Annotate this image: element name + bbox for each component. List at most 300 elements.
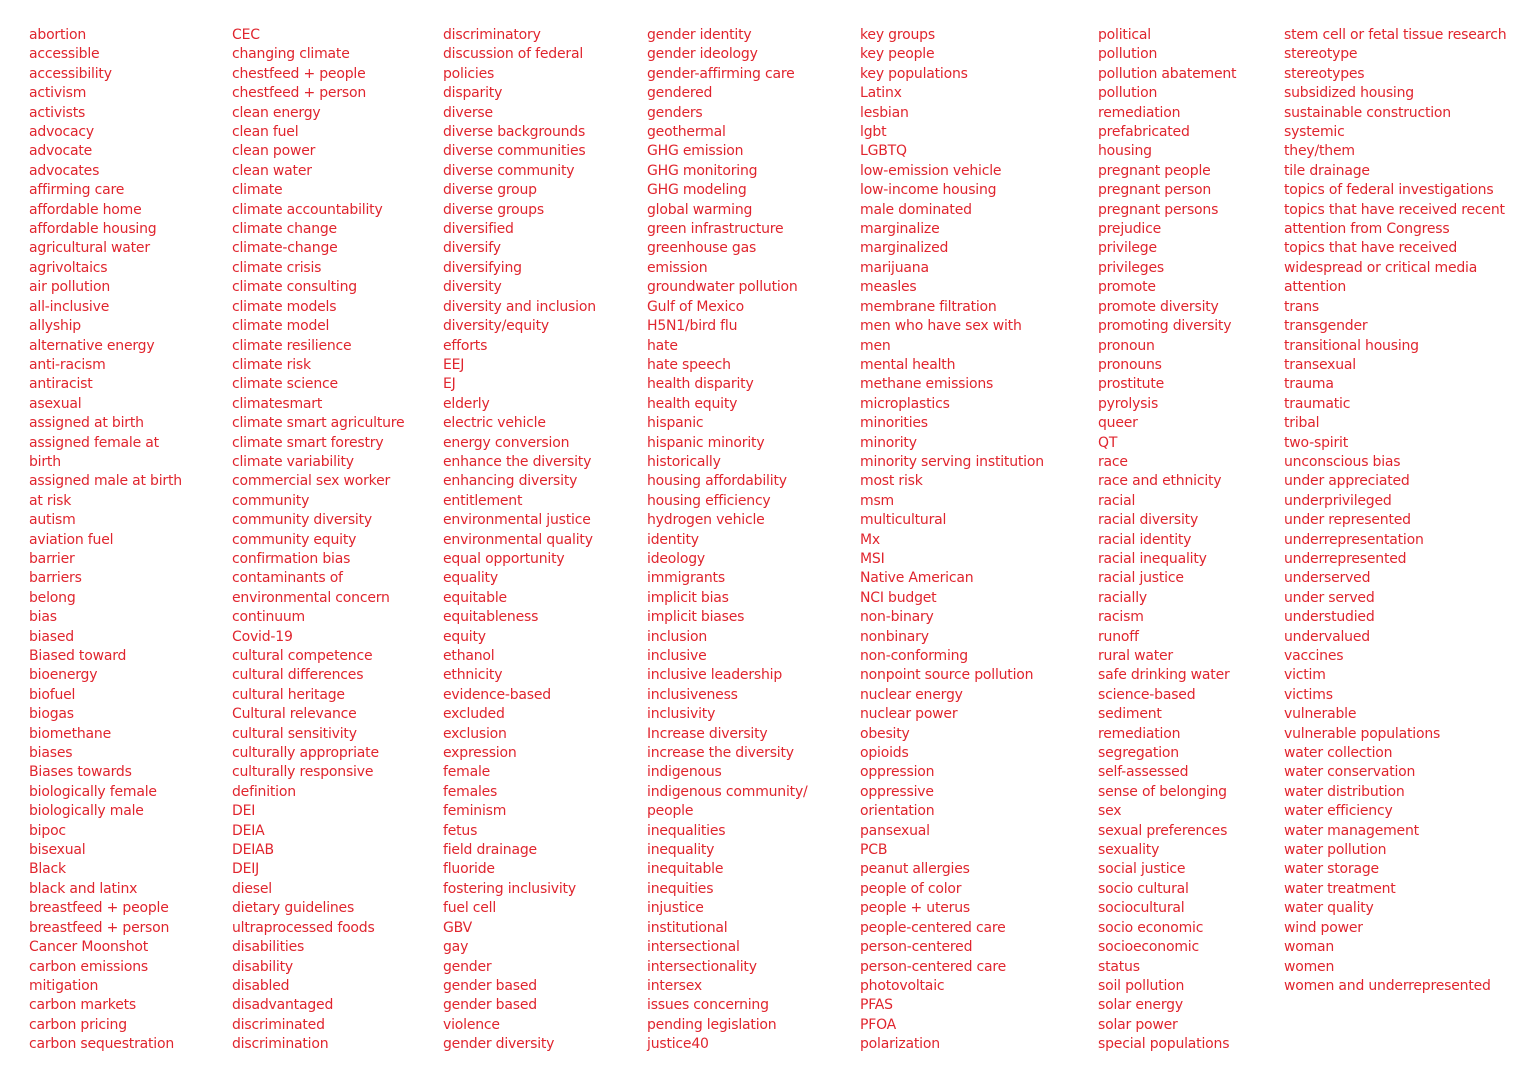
word-entry: agrivoltaics	[29, 259, 108, 276]
word-entry: diversity/equity	[443, 318, 549, 335]
word-entry: cultural differences	[232, 667, 364, 684]
word-entry: water collection	[1284, 745, 1393, 762]
word-entry: carbon emissions	[29, 958, 148, 975]
word-entry: climate science	[232, 376, 338, 393]
word-entry: environmental concern	[232, 589, 390, 606]
word-column-1	[29, 26, 182, 1055]
word-entry: non-binary	[860, 609, 934, 626]
word-entry: they/them	[1284, 143, 1355, 160]
word-entry: lgbt	[860, 124, 887, 141]
word-entry: bisexual	[29, 842, 86, 859]
word-entry: discriminatory	[443, 27, 541, 43]
word-entry: inequality	[647, 842, 715, 859]
word-entry: inequities	[647, 880, 714, 897]
word-entry: autism	[29, 512, 76, 529]
word-entry: racism	[1098, 609, 1144, 626]
word-entry: disabled	[232, 977, 290, 994]
word-entry: attention from Congress	[1284, 221, 1450, 238]
word-entry: topics that have received recent	[1284, 201, 1505, 218]
word-entry: Gulf of Mexico	[647, 298, 745, 315]
word-entry: water pollution	[1284, 842, 1387, 859]
word-entry: undervalued	[1284, 628, 1370, 645]
word-entry: diversity and inclusion	[443, 298, 596, 315]
word-entry: issues concerning	[647, 997, 769, 1014]
word-entry: QT	[1098, 434, 1118, 451]
word-entry: equity	[443, 628, 486, 645]
word-entry: widespread or critical media	[1284, 259, 1478, 276]
word-entry: birth	[29, 453, 61, 470]
word-entry: socio economic	[1098, 919, 1204, 936]
word-entry: inequitable	[647, 861, 724, 878]
word-entry: gender ideology	[647, 46, 758, 63]
word-entry: pending legislation	[647, 1016, 777, 1033]
word-entry: racially	[1098, 589, 1147, 606]
word-entry: discussion of federal	[443, 46, 584, 63]
word-entry: water storage	[1284, 861, 1379, 878]
word-entry: Cancer Moonshot	[29, 939, 149, 956]
word-entry: bioenergy	[29, 667, 98, 684]
word-entry: racial identity	[1098, 531, 1192, 548]
word-entry: geothermal	[647, 124, 726, 141]
word-entry: soil pollution	[1098, 977, 1185, 994]
word-entry: oppressive	[860, 783, 934, 800]
word-entry: commercial sex worker	[232, 473, 391, 490]
word-entry: rural water	[1098, 648, 1173, 664]
word-entry: antiracist	[29, 376, 93, 393]
word-entry: biomethane	[29, 725, 112, 742]
word-entry: topics that have received	[1284, 240, 1458, 257]
word-entry: privileges	[1098, 259, 1165, 276]
word-entry: biogas	[29, 706, 74, 723]
word-entry: trans	[1284, 298, 1319, 315]
word-entry: pollution	[1098, 85, 1158, 102]
word-entry: feminism	[443, 803, 507, 820]
word-entry: air pollution	[29, 279, 110, 296]
word-entry: special populations	[1098, 1036, 1230, 1053]
word-entry: dietary guidelines	[232, 900, 355, 917]
word-entry: ultraprocessed foods	[232, 919, 375, 936]
word-entry: men	[860, 337, 891, 354]
word-entry: photovoltaic	[860, 977, 945, 994]
word-entry: MSI	[860, 550, 885, 567]
word-entry: biofuel	[29, 686, 76, 703]
word-entry: pregnant person	[1098, 182, 1212, 199]
word-entry: DEIAB	[232, 842, 274, 859]
word-entry: accessible	[29, 46, 100, 63]
word-entry: DEI	[232, 803, 256, 820]
word-entry: underprivileged	[1284, 492, 1392, 509]
word-entry: subsidized housing	[1284, 85, 1414, 102]
word-entry: inclusive leadership	[647, 667, 783, 684]
word-entry: evidence-based	[443, 686, 551, 703]
word-entry: implicit biases	[647, 609, 745, 626]
word-entry: disability	[232, 958, 293, 975]
word-entry: EJ	[443, 376, 456, 393]
word-entry: advocacy	[29, 124, 94, 141]
word-entry: remediation	[1098, 104, 1181, 121]
word-entry: environmental justice	[443, 512, 591, 529]
word-entry: mental health	[860, 356, 956, 373]
word-entry: msm	[860, 492, 894, 509]
word-entry: wind power	[1284, 919, 1363, 936]
word-entry: assigned male at birth	[29, 473, 182, 490]
word-entry: nonpoint source pollution	[860, 667, 1034, 684]
word-entry: elderly	[443, 395, 490, 412]
word-entry: diverse communities	[443, 143, 586, 160]
word-entry: under appreciated	[1284, 473, 1410, 490]
word-entry: pollution abatement	[1098, 65, 1237, 82]
word-entry: GHG modeling	[647, 182, 747, 199]
word-entry: community diversity	[232, 512, 372, 529]
word-entry: science-based	[1098, 686, 1196, 703]
word-entry: people-centered care	[860, 919, 1006, 936]
word-entry: enhance the diversity	[443, 453, 592, 470]
word-entry: climate smart agriculture	[232, 415, 405, 432]
word-entry: minority serving institution	[860, 453, 1044, 470]
word-entry: climate model	[232, 318, 330, 335]
word-entry: queer	[1098, 415, 1138, 432]
word-entry: key people	[860, 46, 935, 63]
word-entry: sustainable construction	[1284, 104, 1451, 121]
word-entry: discrimination	[232, 1036, 329, 1053]
word-entry: membrane filtration	[860, 298, 997, 315]
word-entry: biologically female	[29, 783, 157, 800]
word-entry: hate	[647, 337, 678, 354]
word-entry: underrepresented	[1284, 550, 1407, 567]
word-entry: low-income housing	[860, 182, 997, 199]
word-entry: fluoride	[443, 861, 495, 878]
word-entry: ideology	[647, 550, 705, 567]
word-entry: hydrogen vehicle	[647, 512, 765, 529]
word-entry: immigrants	[647, 570, 725, 587]
word-entry: water management	[1284, 822, 1419, 839]
word-entry: anti-racism	[29, 356, 106, 373]
word-entry: electric vehicle	[443, 415, 546, 432]
word-entry: low-emission vehicle	[860, 162, 1002, 179]
word-entry: diversifying	[443, 259, 522, 276]
word-entry: CEC	[232, 27, 260, 43]
word-entry: socio cultural	[1098, 880, 1189, 897]
word-entry: intersectionality	[647, 958, 757, 975]
word-entry: obesity	[860, 725, 910, 742]
word-entry: race and ethnicity	[1098, 473, 1222, 490]
word-entry: Native American	[860, 570, 974, 587]
word-entry: diversify	[443, 240, 501, 257]
word-entry: health disparity	[647, 376, 754, 393]
word-entry: people	[647, 803, 694, 820]
word-entry: black and latinx	[29, 880, 138, 897]
word-entry: assigned at birth	[29, 415, 144, 432]
word-entry: NCI budget	[860, 589, 937, 606]
word-entry: victims	[1284, 686, 1333, 703]
word-entry: Covid-19	[232, 628, 293, 645]
word-entry: diversified	[443, 221, 514, 238]
word-entry: barrier	[29, 550, 75, 567]
word-entry: racial inequality	[1098, 550, 1207, 567]
word-entry: vulnerable populations	[1284, 725, 1441, 742]
word-entry: H5N1/bird flu	[647, 318, 738, 335]
word-entry: diesel	[232, 880, 272, 897]
word-entry: vulnerable	[1284, 706, 1357, 723]
word-entry: people + uterus	[860, 900, 970, 917]
word-entry: inequalities	[647, 822, 726, 839]
word-entry: exclusion	[443, 725, 507, 742]
word-entry: cultural heritage	[232, 686, 345, 703]
word-entry: solar power	[1098, 1016, 1178, 1033]
word-entry: disadvantaged	[232, 997, 334, 1014]
word-entry: disparity	[443, 85, 503, 102]
word-entry: pansexual	[860, 822, 930, 839]
word-entry: oppression	[860, 764, 935, 781]
word-entry: underrepresentation	[1284, 531, 1424, 548]
word-entry: housing	[1098, 143, 1152, 160]
word-entry: DEIA	[232, 822, 265, 839]
word-entry: intersectional	[647, 939, 740, 956]
word-entry: climate-change	[232, 240, 338, 257]
word-entry: policies	[443, 65, 495, 82]
word-entry: diversity	[443, 279, 502, 296]
word-entry: carbon markets	[29, 997, 136, 1014]
word-entry: people of color	[860, 880, 962, 897]
word-entry: carbon pricing	[29, 1016, 127, 1033]
word-entry: polarization	[860, 1036, 940, 1053]
word-entry: climate smart forestry	[232, 434, 384, 451]
word-entry: two-spirit	[1284, 434, 1349, 451]
word-entry: cultural competence	[232, 648, 373, 664]
word-entry: PFAS	[860, 997, 893, 1014]
word-entry: breastfeed + people	[29, 900, 169, 917]
word-entry: race	[1098, 453, 1128, 470]
word-entry: trauma	[1284, 376, 1334, 393]
word-entry: GHG monitoring	[647, 162, 758, 179]
word-entry: gender diversity	[443, 1036, 555, 1053]
word-entry: cultural sensitivity	[232, 725, 357, 742]
word-entry: inclusiveness	[647, 686, 738, 703]
word-column-4	[647, 26, 808, 1055]
word-entry: indigenous	[647, 764, 722, 781]
word-entry: victim	[1284, 667, 1326, 684]
word-entry: water treatment	[1284, 880, 1396, 897]
word-entry: safe drinking water	[1098, 667, 1230, 684]
word-entry: nuclear power	[860, 706, 958, 723]
word-entry: marijuana	[860, 259, 929, 276]
word-entry: biases	[29, 745, 73, 762]
word-entry: minorities	[860, 415, 928, 432]
word-entry: asexual	[29, 395, 82, 412]
word-entry: entitlement	[443, 492, 523, 509]
word-entry: clean fuel	[232, 124, 299, 141]
word-entry: fetus	[443, 822, 478, 839]
word-entry: inclusivity	[647, 706, 716, 723]
word-entry: hispanic	[647, 415, 704, 432]
word-entry: accessibility	[29, 65, 112, 82]
word-entry: under served	[1284, 589, 1375, 606]
word-entry: stem cell or fetal tissue research	[1284, 27, 1507, 43]
word-entry: prefabricated	[1098, 124, 1190, 141]
word-entry: hate speech	[647, 356, 731, 373]
word-entry: all-inclusive	[29, 298, 110, 315]
word-entry: equitable	[443, 589, 507, 606]
word-entry: GBV	[443, 919, 472, 936]
word-entry: solar energy	[1098, 997, 1183, 1014]
word-entry: climate variability	[232, 453, 354, 470]
word-entry: climate consulting	[232, 279, 357, 296]
word-entry: equality	[443, 570, 498, 587]
word-entry: marginalized	[860, 240, 949, 257]
word-entry: climatesmart	[232, 395, 323, 412]
word-entry: person-centered	[860, 939, 973, 956]
word-entry: vaccines	[1284, 648, 1344, 664]
word-entry: gender identity	[647, 27, 752, 43]
word-entry: inclusion	[647, 628, 708, 645]
word-entry: sexual preferences	[1098, 822, 1228, 839]
word-entry: promote diversity	[1098, 298, 1219, 315]
word-entry: allyship	[29, 318, 81, 335]
word-entry: pregnant persons	[1098, 201, 1219, 218]
word-entry: clean energy	[232, 104, 321, 121]
word-entry: emission	[647, 259, 708, 276]
word-entry: transgender	[1284, 318, 1368, 335]
word-entry: indigenous community/	[647, 783, 808, 800]
word-entry: sense of belonging	[1098, 783, 1227, 800]
word-entry: implicit bias	[647, 589, 729, 606]
word-entry: racial	[1098, 492, 1136, 509]
word-entry: underserved	[1284, 570, 1371, 587]
word-entry: tile drainage	[1284, 162, 1370, 179]
word-entry: pregnant people	[1098, 162, 1211, 179]
word-entry: clean water	[232, 162, 312, 179]
word-entry: housing efficiency	[647, 492, 771, 509]
word-entry: biased	[29, 628, 74, 645]
word-entry: climate	[232, 182, 283, 199]
word-entry: key groups	[860, 27, 935, 43]
word-entry: carbon sequestration	[29, 1036, 175, 1053]
word-entry: privilege	[1098, 240, 1157, 257]
word-entry: Black	[29, 861, 66, 878]
word-entry: methane emissions	[860, 376, 994, 393]
word-entry: chestfeed + person	[232, 85, 367, 102]
word-entry: activism	[29, 85, 87, 102]
word-entry: segregation	[1098, 745, 1179, 762]
word-entry: gendered	[647, 85, 713, 102]
word-column-7	[1284, 26, 1506, 996]
word-entry: prostitute	[1098, 376, 1165, 393]
word-column-5	[860, 26, 1044, 1055]
word-entry: advocates	[29, 162, 100, 179]
word-entry: systemic	[1284, 124, 1345, 141]
word-entry: identity	[647, 531, 699, 548]
word-entry: justice40	[647, 1036, 709, 1053]
word-entry: promoting diversity	[1098, 318, 1232, 335]
word-entry: sexuality	[1098, 842, 1160, 859]
word-entry: climate accountability	[232, 201, 383, 218]
word-entry: political	[1098, 27, 1151, 43]
word-entry: orientation	[860, 803, 935, 820]
word-entry: groundwater pollution	[647, 279, 798, 296]
word-entry: women and underrepresented	[1284, 977, 1491, 994]
word-entry: alternative energy	[29, 337, 155, 354]
word-entry: at risk	[29, 492, 72, 509]
word-column-2	[232, 26, 404, 1055]
word-entry: breastfeed + person	[29, 919, 170, 936]
word-entry: ethnicity	[443, 667, 503, 684]
word-entry: under represented	[1284, 512, 1411, 529]
word-entry: promote	[1098, 279, 1156, 296]
word-entry: greenhouse gas	[647, 240, 757, 257]
word-entry: diverse groups	[443, 201, 544, 218]
word-entry: green infrastructure	[647, 221, 784, 238]
word-entry: efforts	[443, 337, 488, 354]
word-entry: global warming	[647, 201, 753, 218]
word-entry: DEIJ	[232, 861, 260, 878]
word-entry: stereotype	[1284, 46, 1358, 63]
word-entry: climate models	[232, 298, 337, 315]
word-entry: Biased toward	[29, 648, 127, 664]
word-entry: topics of federal investigations	[1284, 182, 1494, 199]
word-entry: climate crisis	[232, 259, 322, 276]
word-entry: affordable home	[29, 201, 142, 218]
word-entry: discriminated	[232, 1016, 325, 1033]
word-entry: bias	[29, 609, 57, 626]
word-entry: excluded	[443, 706, 505, 723]
word-entry: non-conforming	[860, 648, 968, 664]
word-entry: diverse community	[443, 162, 575, 179]
word-entry: racial justice	[1098, 570, 1184, 587]
word-entry: assigned female at	[29, 434, 159, 451]
word-entry: advocate	[29, 143, 93, 160]
word-entry: climate change	[232, 221, 337, 238]
word-entry: EEJ	[443, 356, 465, 373]
word-entry: status	[1098, 958, 1140, 975]
word-entry: gender based	[443, 977, 537, 994]
word-entry: climate resilience	[232, 337, 352, 354]
word-entry: most risk	[860, 473, 923, 490]
word-entry: agricultural water	[29, 240, 150, 257]
word-entry: water distribution	[1284, 783, 1405, 800]
word-entry: runoff	[1098, 628, 1139, 645]
word-entry: attention	[1284, 279, 1347, 296]
word-entry: key populations	[860, 65, 968, 82]
word-entry: gender based	[443, 997, 537, 1014]
word-entry: community	[232, 492, 310, 509]
word-entry: mitigation	[29, 977, 99, 994]
word-entry: community equity	[232, 531, 357, 548]
word-entry: gay	[443, 939, 469, 956]
word-entry: gender-affirming care	[647, 65, 795, 82]
word-entry: diverse group	[443, 182, 537, 199]
word-entry: equal opportunity	[443, 550, 565, 567]
word-entry: diverse backgrounds	[443, 124, 586, 141]
word-entry: sex	[1098, 803, 1122, 820]
word-entry: culturally appropriate	[232, 745, 379, 762]
word-entry: pollution	[1098, 46, 1158, 63]
word-entry: belong	[29, 589, 76, 606]
word-entry: affirming care	[29, 182, 125, 199]
word-entry: ethanol	[443, 648, 495, 664]
word-entry: PCB	[860, 842, 888, 859]
word-entry: diverse	[443, 104, 493, 121]
word-entry: minority	[860, 434, 917, 451]
word-entry: water efficiency	[1284, 803, 1393, 820]
word-entry: understudied	[1284, 609, 1375, 626]
word-entry: continuum	[232, 609, 305, 626]
word-entry: biologically male	[29, 803, 144, 820]
word-entry: lesbian	[860, 104, 909, 121]
word-entry: pronouns	[1098, 356, 1162, 373]
word-entry: unconscious bias	[1284, 453, 1401, 470]
word-entry: abortion	[29, 27, 87, 43]
word-entry: barriers	[29, 570, 82, 587]
